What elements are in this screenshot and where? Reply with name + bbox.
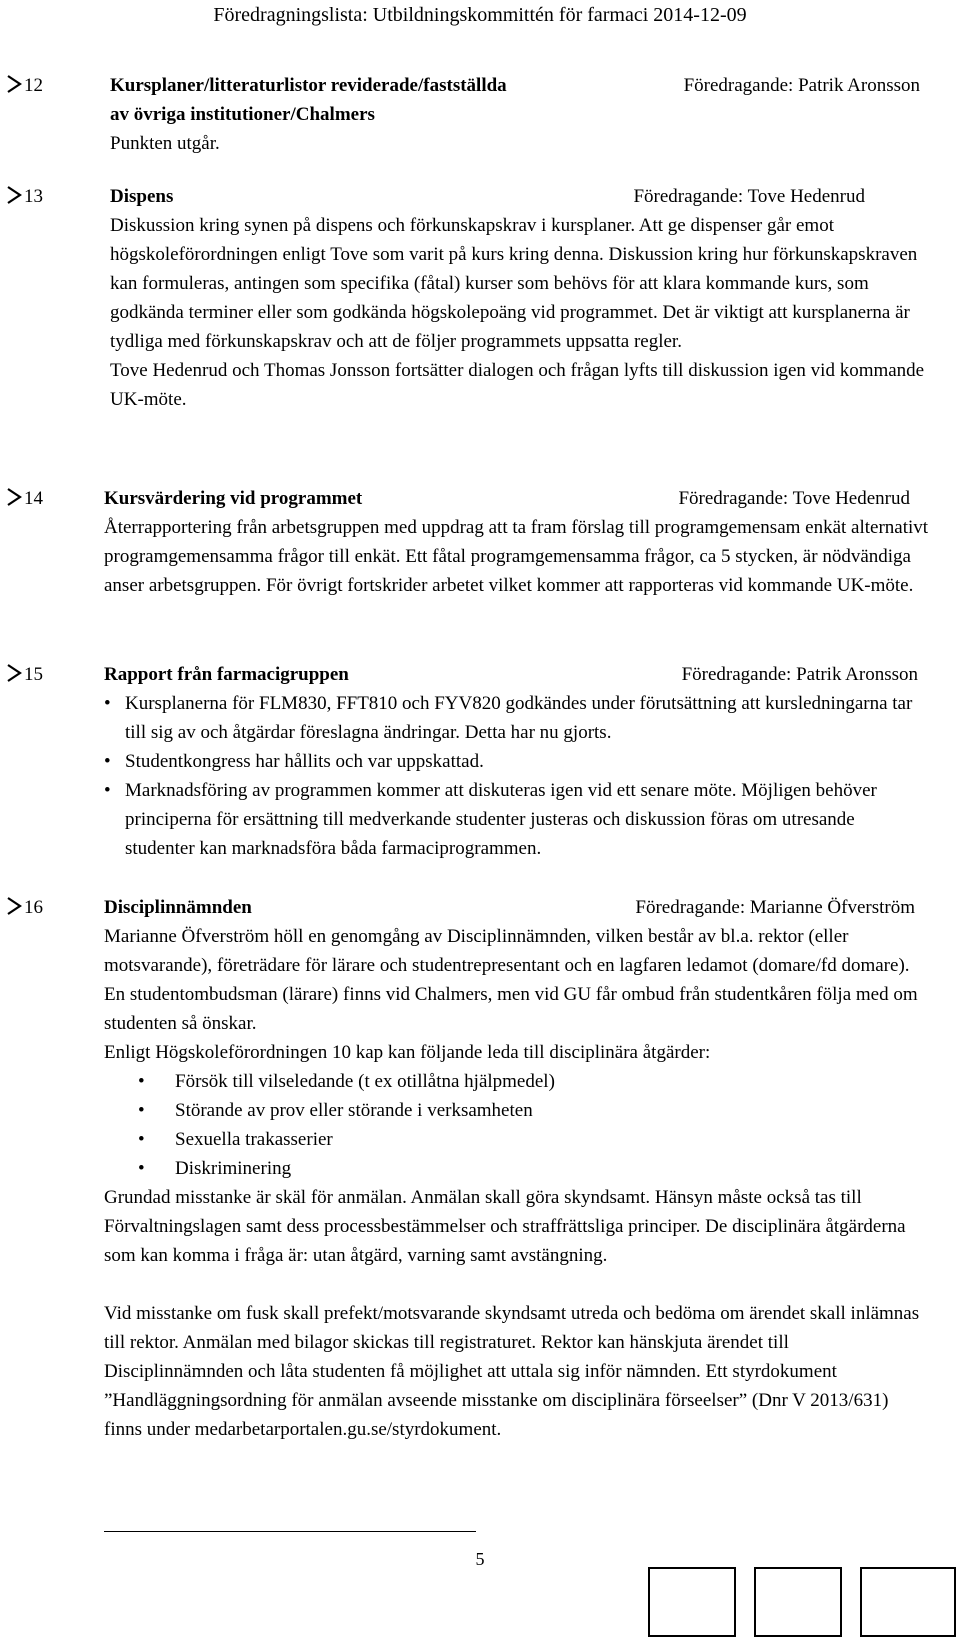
arrow-right-icon: [6, 487, 22, 507]
item-paragraph: En studentombudsman (lärare) finns vid Chalmers, men vid GU får ombud från studentkåren följa med om studenten så önskar.: [104, 984, 918, 1034]
item-note: Punkten utgår.: [110, 133, 220, 154]
item-paragraph: Grundad misstanke är skäl för anmälan. Anmälan skall göra skyndsamt. Hänsyn måste också tas till Förvaltningslagen samt dess processbestämmelser och straffrättsliga principer. De disciplinära åtgärderna som kan komma i fråga är: utan åtgärd, varning samt avstängning.: [104, 1187, 906, 1266]
arrow-right-icon: [6, 663, 22, 683]
bullet-item: • Störande av prov eller störande i verksamheten: [138, 1096, 929, 1125]
item-title: Rapport från farmacigruppen: [104, 664, 349, 685]
page-number: 5: [475, 1549, 485, 1569]
item-title-continued: av övriga institutioner/Chalmers: [110, 104, 375, 125]
item-number: 13: [24, 186, 43, 207]
signature-box: [860, 1567, 956, 1637]
item-presenter: Föredragande: Tove Hedenrud: [633, 186, 865, 207]
arrow-right-icon: [6, 896, 22, 916]
arrow-right-icon: [6, 74, 22, 94]
item-paragraph: Diskussion kring synen på dispens och förkunskapskrav i kursplaner. Att ge dispenser går emot högskoleförordningen enligt Tove som varit på kurs kring denna. Diskussion kring hur förkunskapskraven kan formuleras, antingen som specifika (fåtal) kurser som behövs för att klara kommande kurs, som godkända terminer eller som godkända högskolepoäng vid programmet. Det är viktigt att kursplanerna är tydliga med förkunskapskrav och att de följer programmets uppsatta regler.: [110, 215, 918, 352]
item-paragraph: Vid misstanke om fusk skall prefekt/motsvarande skyndsamt utreda och bedöma om ärendet skall inlämnas till rektor. Anmälan med bilagor skickas till registraturet. Rektor kan hänskjuta ärendet till Disciplinnämnden och låta studenten få möjlighet att uttala sig inför nämnden. Ett styrdokument ”Handläggningsordning för anmälan avseende misstanke om disciplinära förseelser” (Dnr V 2013/631) finns under medarbetarportalen.gu.se/styrdokument.: [104, 1303, 920, 1440]
item-number: 15: [24, 664, 43, 685]
arrow-right-icon: [6, 185, 22, 205]
bullet-item: • Studentkongress har hållits och var uppskattad.: [104, 747, 919, 776]
footer-rule: [104, 1531, 476, 1532]
bullet-item: • Sexuella trakasserier: [138, 1125, 929, 1154]
item-presenter: Föredragande: Marianne Öfverström: [635, 897, 915, 918]
item-presenter: Föredragande: Patrik Aronsson: [683, 75, 920, 96]
item-paragraph: Marianne Öfverström höll en genomgång av Disciplinnämnden, vilken består av bl.a. rektor (eller motsvarande), företrädare för lärare och studentrepresentant och en lagfaren ledamot (domare/fd domare).: [104, 926, 910, 976]
bullet-item: • Försök till vilseledande (t ex otillåtna hjälpmedel): [138, 1067, 929, 1096]
page-header: Föredragningslista: Utbildningskommittén för farmaci 2014-12-09: [213, 4, 747, 26]
item-title: Dispens: [110, 186, 174, 207]
bullet-item: • Marknadsföring av programmen kommer att diskuteras igen vid ett senare möte. Möjligen behöver principerna för ersättning till medverkande studenter justeras och diskussion föras om utresande studenter kan marknadsföra båda farmaciprogrammen.: [104, 776, 919, 863]
item-number: 16: [24, 897, 43, 918]
item-presenter: Föredragande: Tove Hedenrud: [678, 488, 910, 509]
signature-box: [754, 1567, 842, 1637]
bullet-item: • Diskriminering: [138, 1154, 929, 1183]
item-paragraph: Tove Hedenrud och Thomas Jonsson fortsätter dialogen och frågan lyfts till diskussion igen vid kommande UK-möte.: [110, 360, 925, 410]
item-title: Disciplinnämnden: [104, 897, 252, 918]
item-paragraph: Enligt Högskoleförordningen 10 kap kan följande leda till disciplinära åtgärder:: [104, 1042, 711, 1063]
item-title: Kursvärdering vid programmet: [104, 488, 363, 509]
bullet-item: • Kursplanerna för FLM830, FFT810 och FYV820 godkändes under förutsättning att kursledningarna tar till sig av och åtgärdar föreslagna ändringar. Detta har nu gjorts.: [104, 689, 919, 747]
item-number: 12: [24, 75, 43, 96]
item-title: Kursplaner/litteraturlistor reviderade/fastställda: [110, 75, 507, 96]
item-presenter: Föredragande: Patrik Aronsson: [681, 664, 918, 685]
item-paragraph: Återrapportering från arbetsgruppen med uppdrag att ta fram förslag till programgemensam enkät alternativt programgemensamma frågor till enkät. Ett fåtal programgemensamma frågor, ca 5 stycken, är nödvändiga anser arbetsgruppen. För övrigt fortskrider arbetet vilket kommer att rapporteras vid kommande UK-möte.: [104, 517, 929, 596]
signature-box: [648, 1567, 736, 1637]
item-number: 14: [24, 488, 43, 509]
